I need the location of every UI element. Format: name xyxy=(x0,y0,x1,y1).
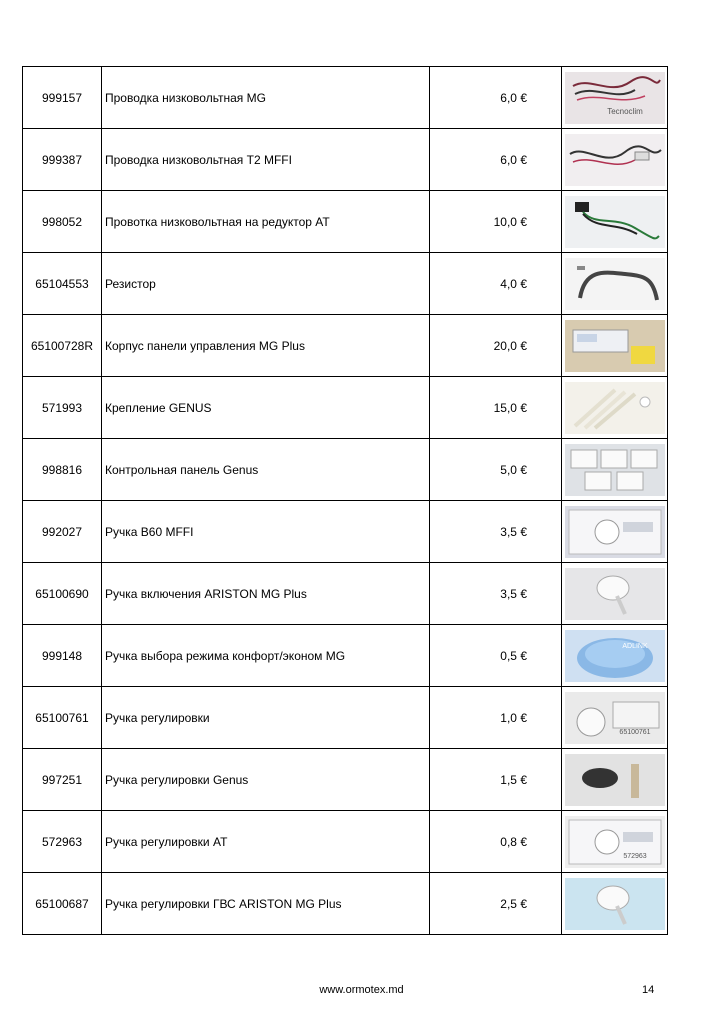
part-code: 999157 xyxy=(23,67,102,129)
control-panel-housing-icon xyxy=(565,320,665,372)
part-code: 997251 xyxy=(23,749,102,811)
part-description: Крепление GENUS xyxy=(102,377,430,439)
table-row xyxy=(23,501,668,563)
photo-text: 65100761 xyxy=(618,728,651,736)
part-code: 65104553 xyxy=(23,253,102,315)
table-row xyxy=(23,873,668,935)
part-price: 20,0 € xyxy=(430,315,562,377)
part-price: 6,0 € xyxy=(430,129,562,191)
part-photo-cell xyxy=(562,67,668,129)
part-code: 571993 xyxy=(23,377,102,439)
part-code: 998052 xyxy=(23,191,102,253)
part-code: 65100728R xyxy=(23,315,102,377)
white-knob-icon xyxy=(565,568,665,620)
part-code: 572963 xyxy=(23,811,102,873)
part-description: Ручка регулировки ГВС ARISTON MG Plus xyxy=(102,873,430,935)
part-photo-cell xyxy=(562,873,668,935)
table-row xyxy=(23,749,668,811)
part-description: Провотка низковольтная на редуктор AT xyxy=(102,191,430,253)
part-code: 999387 xyxy=(23,129,102,191)
part-photo-cell xyxy=(562,377,668,439)
control-panel-stickers-icon xyxy=(565,444,665,496)
part-price: 2,5 € xyxy=(430,873,562,935)
part-description: Проводка низковольтная MG xyxy=(102,67,430,129)
part-price: 10,0 € xyxy=(430,191,562,253)
table-row xyxy=(23,191,668,253)
part-photo-cell xyxy=(562,811,668,873)
part-description: Ручка регулировки AT xyxy=(102,811,430,873)
part-price: 0,8 € xyxy=(430,811,562,873)
part-description: Ручка регулировки Genus xyxy=(102,749,430,811)
table-row xyxy=(23,67,668,129)
blue-knob-icon xyxy=(565,630,665,682)
resistor-cable-icon xyxy=(565,258,665,310)
photo-text: ADLINK xyxy=(621,642,648,650)
part-photo-cell xyxy=(562,191,668,253)
parts-price-table xyxy=(22,66,668,935)
wiring-harness-icon xyxy=(565,134,665,186)
part-price: 1,5 € xyxy=(430,749,562,811)
part-photo-cell xyxy=(562,563,668,625)
part-code: 999148 xyxy=(23,625,102,687)
part-description: Проводка низковольтная T2 MFFI xyxy=(102,129,430,191)
knob-in-bag-icon xyxy=(565,506,665,558)
photo-text: 572963 xyxy=(622,852,647,860)
part-description: Ручка регулировки xyxy=(102,687,430,749)
dark-knob-icon xyxy=(565,754,665,806)
part-code: 65100761 xyxy=(23,687,102,749)
knob-in-bag-icon xyxy=(565,816,665,868)
part-price: 0,5 € xyxy=(430,625,562,687)
photo-text: Tecnoclim xyxy=(606,106,643,116)
table-row xyxy=(23,687,668,749)
knob-with-label-icon xyxy=(565,692,665,744)
table-row xyxy=(23,563,668,625)
table-row xyxy=(23,253,668,315)
footer-url: www.ormotex.md xyxy=(319,984,404,996)
white-knob-icon xyxy=(565,878,665,930)
part-photo-cell xyxy=(562,749,668,811)
part-description: Ручка выбора режима конфорт/эконом MG xyxy=(102,625,430,687)
page-number: 14 xyxy=(642,984,655,996)
part-photo-cell xyxy=(562,315,668,377)
table-row xyxy=(23,439,668,501)
part-price: 5,0 € xyxy=(430,439,562,501)
part-code: 65100687 xyxy=(23,873,102,935)
part-description: Контрольная панель Genus xyxy=(102,439,430,501)
part-price: 4,0 € xyxy=(430,253,562,315)
wiring-cable-icon xyxy=(565,196,665,248)
part-photo-cell xyxy=(562,625,668,687)
table-row xyxy=(23,811,668,873)
part-photo-cell xyxy=(562,687,668,749)
part-code: 998816 xyxy=(23,439,102,501)
table-row xyxy=(23,377,668,439)
part-photo-cell xyxy=(562,253,668,315)
part-photo-cell xyxy=(562,129,668,191)
part-price: 3,5 € xyxy=(430,501,562,563)
part-photo-cell xyxy=(562,501,668,563)
part-price: 3,5 € xyxy=(430,563,562,625)
part-photo-cell xyxy=(562,439,668,501)
part-price: 6,0 € xyxy=(430,67,562,129)
part-description: Корпус панели управления MG Plus xyxy=(102,315,430,377)
wiring-harness-icon xyxy=(565,72,665,124)
table-row xyxy=(23,315,668,377)
mounting-brackets-icon xyxy=(565,382,665,434)
table-row xyxy=(23,625,668,687)
part-description: Ручка включения ARISTON MG Plus xyxy=(102,563,430,625)
part-code: 65100690 xyxy=(23,563,102,625)
part-price: 1,0 € xyxy=(430,687,562,749)
part-description: Ручка B60 MFFI xyxy=(102,501,430,563)
part-description: Резистор xyxy=(102,253,430,315)
part-code: 992027 xyxy=(23,501,102,563)
part-price: 15,0 € xyxy=(430,377,562,439)
table-row xyxy=(23,129,668,191)
